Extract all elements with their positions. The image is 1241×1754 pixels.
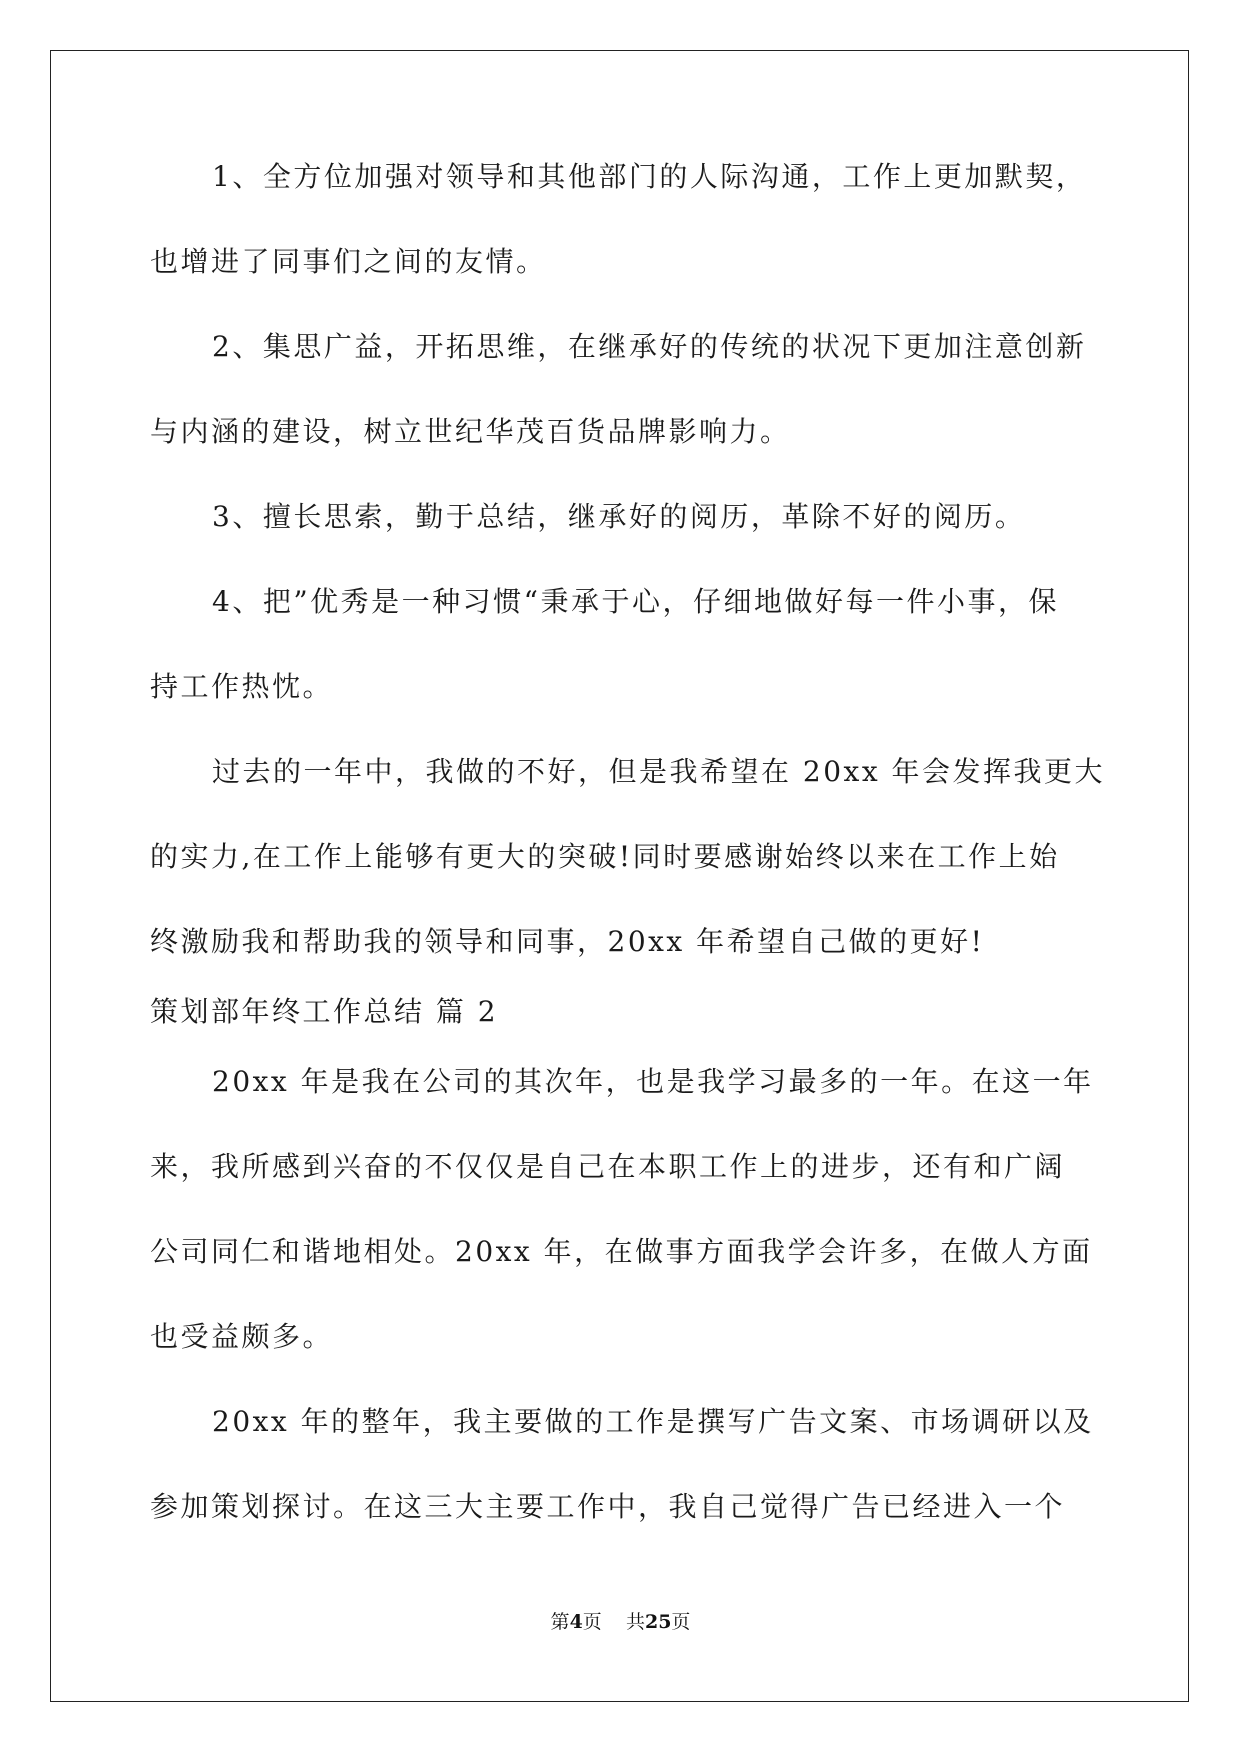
paragraph-5-line-2: 的实力,在工作上能够有更大的突破!同时要感谢始终以来在工作上始 xyxy=(150,840,1060,873)
total-page-number: 25 xyxy=(644,1611,672,1633)
footer-prefix: 第 xyxy=(550,1611,570,1633)
paragraph-2-line-1: 2、集思广益，开拓思维，在继承好的传统的状况下更加注意创新 xyxy=(212,330,1087,363)
footer-suffix: 页 xyxy=(671,1611,691,1633)
paragraph-5-line-1: 过去的一年中，我做的不好，但是我希望在 20xx 年会发挥我更大 xyxy=(212,755,1106,788)
paragraph-1-line-2: 也增进了同事们之间的友情。 xyxy=(150,245,547,278)
paragraph-7-line-2: 参加策划探讨。在这三大主要工作中，我自己觉得广告已经进入一个 xyxy=(150,1490,1066,1523)
paragraph-6-line-4: 也受益颇多。 xyxy=(150,1320,334,1353)
paragraph-5-line-3: 终激励我和帮助我的领导和同事，20xx 年希望自己做的更好! xyxy=(150,925,985,958)
section-heading: 策划部年终工作总结 篇 2 xyxy=(150,995,499,1028)
current-page-number: 4 xyxy=(569,1611,583,1633)
document-body xyxy=(150,155,1106,1529)
paragraph-6-line-3: 公司同仁和谐地相处。20xx 年，在做事方面我学会许多，在做人方面 xyxy=(150,1235,1093,1268)
page-footer xyxy=(0,1607,1241,1634)
paragraph-6-line-2: 来，我所感到兴奋的不仅仅是自己在本职工作上的进步，还有和广阔 xyxy=(150,1150,1066,1183)
paragraph-4-line-2: 持工作热忱。 xyxy=(150,670,334,703)
paragraph-2-line-2: 与内涵的建设，树立世纪华茂百货品牌影响力。 xyxy=(150,415,791,448)
paragraph-4-line-1: 4、把”优秀是一种习惯“秉承于心，仔细地做好每一件小事，保 xyxy=(212,585,1059,618)
paragraph-6-line-1: 20xx 年是我在公司的其次年，也是我学习最多的一年。在这一年 xyxy=(212,1065,1094,1098)
paragraph-1-line-1: 1、全方位加强对领导和其他部门的人际沟通，工作上更加默契， xyxy=(212,160,1087,193)
paragraph-3-line-1: 3、擅长思索，勤于总结，继承好的阅历，革除不好的阅历。 xyxy=(212,500,1026,533)
footer-middle: 页 共 xyxy=(582,1611,645,1633)
paragraph-7-line-1: 20xx 年的整年，我主要做的工作是撰写广告文案、市场调研以及 xyxy=(212,1405,1094,1438)
